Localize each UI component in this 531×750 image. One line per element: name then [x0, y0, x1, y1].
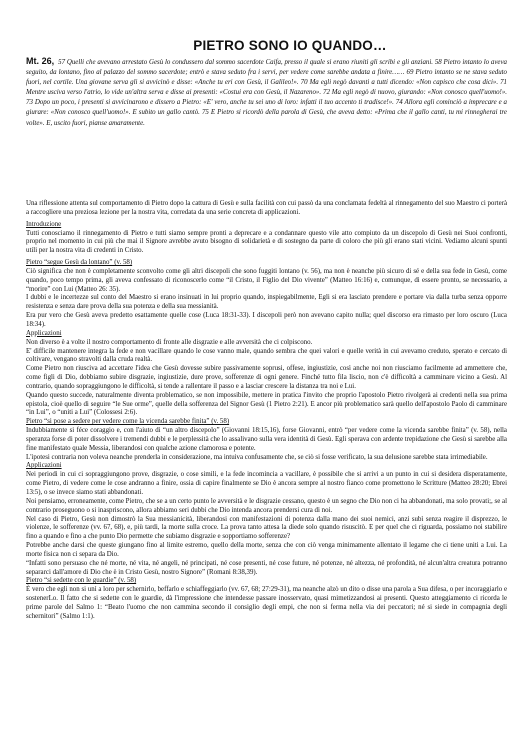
section-paragraph: Quando questo succede, naturalmente diventa problematico, se non impossibile, mettere in pratica l'invito che proprio l'apostolo Pietro rivolgerà ai credenti nella sua prima epistola, cioè quello di seguire “le Sue orme”, quelle della sofferenza del Signor Gesù (1 Pietro 2:21). E ancor più problematico sarà quello dell'apostolo Paolo di camminare “in Lui”, o “uniti a Lui” (Colossesi 2:6).	[26, 391, 507, 417]
section-heading-introduzione: Introduzione	[26, 220, 62, 228]
section-paragraph: Indubbiamente si féce coraggio e, con l'aiuto di “un altro discepolo” (Giovanni 18:15,16), forse Giovanni, entrò “per vedere come la vicenda sarebbe finita” (v. 58), nella speranza forse di poter dissolvere i tremendi dubbi e le perplessità che lo assalivano sulla vera identità di Gesù. Egli sperava con ardente trepidazione che Gesù si sarebbe alla fine manifestato quale Messia, liberandosi con qualche azione clamorosa e potente.	[26, 427, 507, 452]
section-paragraph: Potrebbe anche darsi che queste giungano fino al limite estremo, quello della morte, senza che con ciò venga minimamente allentato il legame che ci tiene uniti a Lui. La morte fisica non ci separa da Dio.	[26, 542, 507, 558]
scripture-quote	[26, 56, 507, 129]
section-paragraph: L'ipotesi contraria non voleva neanche prenderla in considerazione, ma intuiva confusamente che, se ciò si fosse verificato, la sua delusione sarebbe stata irrimediabile.	[26, 453, 488, 461]
section-heading-segue-da-lontano: Pietro “segue Gesù da lontano” (v. 58)	[26, 259, 133, 267]
section-paragraph: Nel caso di Pietro, Gesù non dimostrò la Sua messianicità, liberandosi con manifestazioni di potenza dalla mano dei suoi nemici, anzi subì senza reagire il disprezzo, le violenze, le sofferenze (vv. 67, 68), e, più tardi, la morte sulla croce. La prova tanto attesa la diede solo quando risuscitò. E per quel che ci riguarda, possiamo noi stabilire fino a quando e fino a che punto Dio permette che subiamo disgrazie e sopportiamo sofferenze?	[26, 515, 507, 541]
section-paragraph: Noi pensiamo, erroneamente, come Pietro, che se a un certo punto le avversità e le disgrazie cessano, questo è un segno che Dio non ci ha abbandonati, ma solo provati;, se al contrario proseguono o si inaspriscono, allora abbiamo seri dubbi che Dio intenda ancora prendersi cura di noi.	[26, 497, 507, 514]
intro-paragraph: Una riflessione attenta sul comportamento di Pietro dopo la cattura di Gesù e sulla facilità con cui passò da una conclamata fedeltà al rinnegamento del suo Maestro ci porterà a raccogliere una preziosa lezione per la nostra vita, corredata da una serie concreta di applicazioni.	[26, 200, 507, 216]
section-heading-si-pose-a-sedere: Pietro “si pose a sedere per vedere come la vicenda sarebbe finita” (v. 58)	[26, 418, 230, 426]
section-paragraph: È vero che egli non si unì a loro per schernirlo, beffarlo e schiaffeggiarlo (vv. 67, 68; 27:29-31), ma neanche alzò un dito o disse una parola a Sua difesa, o per incoraggiarlo e sostenerLo. Il fatto che si sedette con le guardie, dà l'impressione che intendesse passare inosservato, quasi mimetizzandosi ai presenti. Questo atteggiamento ci ricorda le prime parole del Salmo 1: “Beato l'uomo che non cammina secondo il consiglio degli empi, che non si ferma nella via dei peccatori; né si siede in compagnia degli schernitori” (Salmo 1:1).	[26, 586, 507, 620]
section-paragraph: Non diverso è a volte il nostro comportamento di fronte alle disgrazie e alle avversità che ci colpiscono.	[26, 338, 313, 346]
section-paragraph: E' difficile mantenere integra la fede e non vacillare quando le cose vanno male, quando sembra che quei valori e quelle verità in cui avevamo creduto, sperato e cercato di coltivare, vengano stravolti dalla cruda realtà.	[26, 347, 507, 364]
document-body	[26, 200, 507, 622]
scripture-reference: Mt. 26,	[26, 56, 55, 66]
section-paragraph: I dubbi e le incertezze sul conto del Maestro si erano insinuati in lui proprio quando, inspiegabilmente, Egli si era lasciato prendere e portare via dalla turba senza opporre resistenza e senza dare prova della sua potenza e della sua messianità.	[26, 294, 507, 311]
section-heading-applicazioni: Applicazioni	[26, 462, 62, 470]
document-title: PIETRO SONO IO QUANDO…	[193, 38, 387, 53]
section-paragraph: Era pur vero che Gesù aveva predetto esattamente quelle cose (Luca 18:31-33). I discepoli però non avevano capito nulla; quel discorso era rimasto per loro oscuro (Luca 18:34).	[26, 312, 507, 328]
section-paragraph: “Infatti sono persuaso che né morte, né vita, né angeli, né principati, né cose presenti, né cose future, né potenze, né altezza, né profondità, né alcun'altra creatura potranno separarci dall'amore di Dio che è in Cristo Gesù, nostro Signore” (Romani 8:38,39).	[26, 559, 507, 576]
section-paragraph: Come Pietro non riusciva ad accettare l'idea che Gesù dovesse subire passivamente soprusi, offese, ingiustizie, così anche noi non riusciamo facilmente ad ammettere che, come figli di Dio, dobbiamo subire disgrazie, ingiustizie, dure prove, sofferenze di ogni genere. Finché tutto fila liscio, non c'è difficoltà a camminare vicino a Gesù. Al contrario, quando sopraggiungono le difficoltà, si tende a rallentare il passo e a lasciar crescere la distanza tra noi e Lui.	[26, 365, 507, 390]
section-paragraph: Ciò significa che non è completamente sconvolto come gli altri discepoli che sono fuggiti lontano (v. 56), ma non è neanche più sicuro di sé e della sua fede in Gesù, come quando, poco tempo prima, gli aveva confessato di riconoscerlo come “il Cristo, il Figlio del Dio vivente” (Matteo 16:16) e, comunque, di essere pronto, se necessario, a “morire” con Lui (Matteo 26: 35).	[26, 267, 507, 293]
section-heading-con-le-guardie: Pietro “si sedette con le guardie” (v. 58)	[26, 577, 137, 585]
section-heading-applicazioni: Applicazioni	[26, 329, 62, 337]
section-paragraph: Nei periodi in cui ci sopraggiungono prove, disgrazie, o cose simili, e la fede incomincia a vacillare, è possibile che si arrivi a un punto in cui si desidera disperatamente, come Pietro, di vedere come le cose andranno a finire, ossia di capire finalmente se Dio è ancora sempre al nostro fianco come promettono le Scritture (Matteo 28:20; Ebrei 13:5), o se invece siamo stati abbandonati.	[26, 471, 507, 496]
section-paragraph: Tutti conosciamo il rinnegamento di Pietro e tutti siamo sempre pronti a deprecare e a condannare questo vile atto compiuto da un discepolo di Gesù nei Suoi confronti, proprio nel momento in cui più che mai il Signore avrebbe avuto bisogno di solidarietà e di sostegno da parte di coloro che più gli erano stati vicini. Vediamo alcuni spunti utili per la nostra vita di credenti in Cristo.	[26, 229, 507, 255]
scripture-text: 57 Quelli che avevano arrestato Gesù lo condussero dal sommo sacerdote Caifa, presso il quale si erano riuniti gli scribi e gli anziani. 58 Pietro intanto lo aveva seguito, da lontano, fino al palazzo del sommo sacerdote; entrò e stava seduto fra i servi, per vedere come sarebbe andata a finire…… 69 Pietro intanto se ne stava seduto fuori, nel cortile. Una giovane serva gli si avvicinò e disse: «Anche tu eri con Gesù, il Galileo!». 70 Ma egli negò davanti a tutti dicendo: «Non capisco che cosa dici». 71 Mentre usciva verso l'atrio, lo vide un'altra serva e disse ai presenti: «Costui era con Gesù, il Nazareno». 72 Ma egli negò di nuovo, giurando: «Non conosco quell'uomo!». 73 Dopo un poco, i presenti si avvicinarono e dissero a Pietro: «E' vero, anche tu sei uno di loro: infatti il tuo accento ti tradisce!». 74 Allora egli cominciò a imprecare e a giurare: «Non conosco quell'uomo!». E subito un gallo cantò. 75 E Pietro si ricordò della parola di Gesù, che aveva detto: «Prima che il gallo canti, tu mi rinnegherai tre volte». E, uscito fuori, pianse amaramente.	[26, 59, 507, 127]
